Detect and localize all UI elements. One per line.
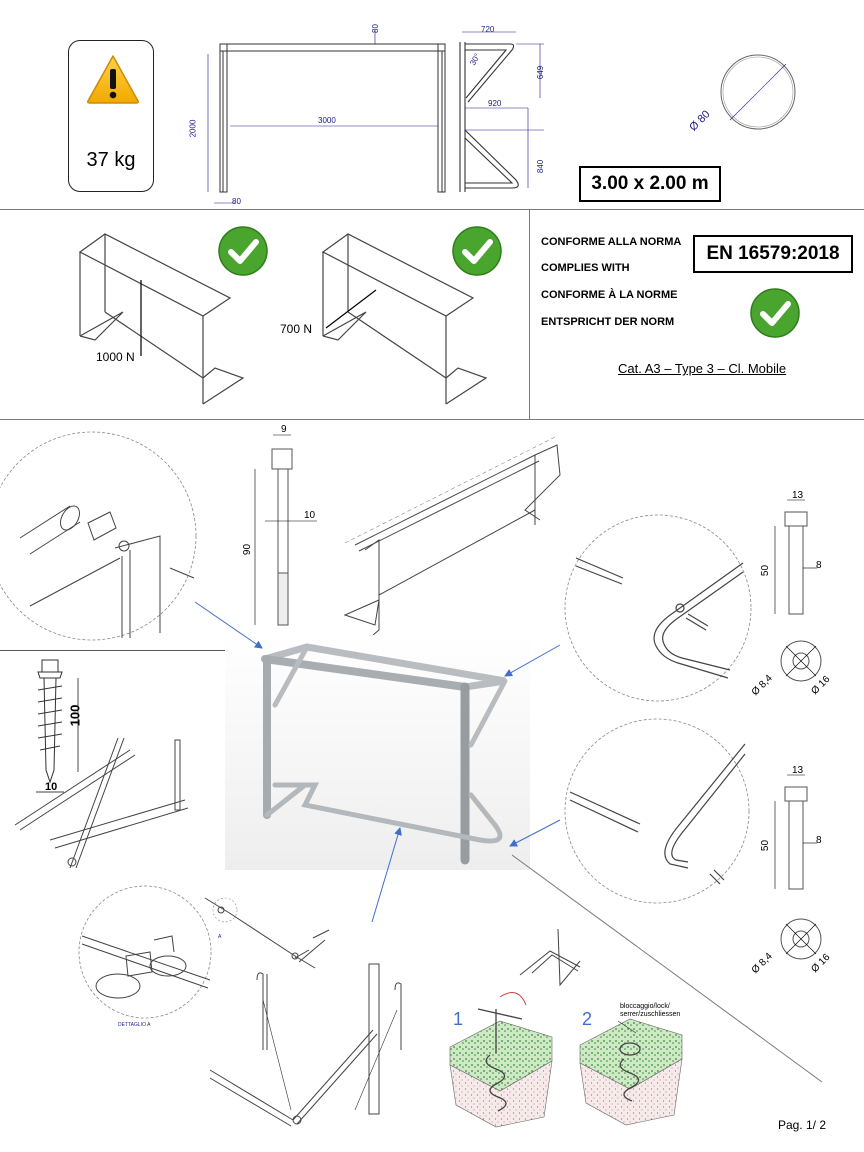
dim-depth-bottom: 920 [488,99,502,108]
dim-width: 3000 [318,116,336,125]
norm-line-en: COMPLIES WITH [541,262,630,274]
dim-washer-outer-1: Ø 16 [809,673,833,698]
dim-bolt-length-1: 50 [760,564,772,577]
detail-a-marker: A [218,934,222,940]
category-label: Cat. A3 – Type 3 – Cl. Mobile [618,361,787,376]
anchor-step-drawing [440,925,690,1130]
dim-depth-top: 720 [481,25,495,34]
dim-bolt-diameter-2: 8 [816,835,822,846]
dim-bolt-head-2: 13 [792,765,804,776]
dim-pin-length: 90 [242,543,254,556]
horizontal-load-label: 700 N [280,322,313,336]
norm-line-it: CONFORME ALLA NORMA [541,236,682,248]
detail-circle-bottom-corner [560,714,755,909]
size-badge: 3.00 x 2.00 m [579,166,721,202]
norm-line-de: ENTSPRICHT DER NORM [541,316,675,328]
standard-badge: EN 16579:2018 [693,235,853,273]
dim-bolt-diameter-1: 8 [816,560,822,571]
dim-bolt-length-2: 50 [760,839,772,852]
lock-label: bloccaggio/lock/ serrer/zuschliessen [620,1003,681,1018]
dim-anchor-diameter: 10 [45,781,58,793]
anchor-step-1: 1 [453,1009,464,1029]
dim-lower-height: 840 [536,159,546,174]
dim-top-bar: 80 [370,24,380,33]
dim-bolt-head-1: 13 [792,490,804,501]
vertical-load-label: 1000 N [96,350,135,364]
bolt-drawing-2 [765,765,835,895]
norm-line-fr: CONFORME À LA NORME [541,289,678,301]
anchor-step-2: 2 [582,1009,593,1029]
dim-washer-inner-1: Ø 8,4 [749,672,775,699]
dim-anchor-length: 100 [67,704,83,727]
dim-washer-inner-2: Ø 8,4 [749,950,775,977]
dim-upper-height: 649 [536,65,546,80]
dim-angle: 30° [468,52,482,67]
dim-pin-width: 9 [281,424,287,435]
detail-a-label: DETTAGLIO A [118,1022,151,1028]
dim-height: 2000 [188,119,198,138]
dim-bottom-bar: 80 [232,197,241,206]
dim-washer-outer-2: Ø 16 [809,951,833,976]
dim-tube-diameter: Ø 80 [687,108,713,134]
dim-pin-inner: 10 [304,510,316,521]
weight-value: 37 kg [86,149,136,171]
page-number: Pag. 1/ 2 [777,1118,826,1132]
bottom-frame-drawing [205,960,405,1130]
